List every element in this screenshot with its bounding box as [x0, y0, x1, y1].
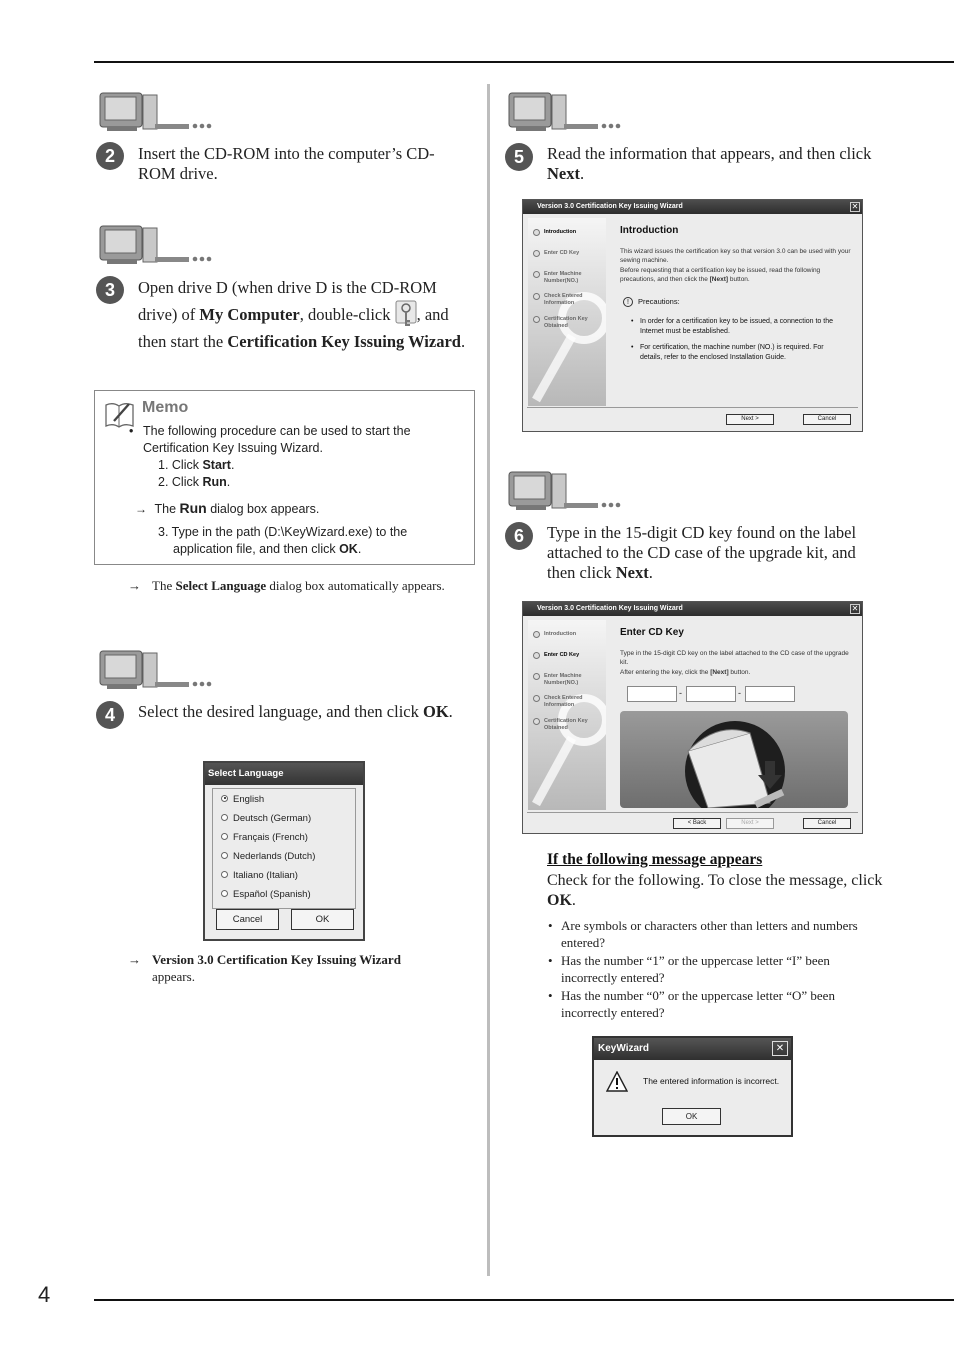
wizard-titlebar: Version 3.0 Certification Key Issuing Wizard ✕ — [523, 602, 862, 616]
memo-content — [143, 423, 463, 491]
wizard-cdkey-p2: After entering the key, click the [Next] button. — [620, 669, 751, 676]
language-option[interactable] — [221, 790, 315, 809]
close-icon[interactable]: ✕ — [851, 202, 859, 211]
language-option[interactable] — [221, 847, 315, 866]
cancel-button[interactable]: Cancel — [803, 818, 851, 829]
radio-button[interactable] — [221, 890, 228, 897]
cd-key-dash: - — [738, 688, 741, 698]
step-6-text: Type in the 15-digit CD key found on the label attached to the CD case of the upgrade kit, and then click Next. — [547, 523, 857, 582]
wizard-step-panel — [528, 218, 606, 406]
wizard-heading: Enter CD Key — [620, 627, 684, 638]
step-bullet-icon — [533, 695, 540, 702]
radio-button[interactable] — [221, 871, 228, 878]
wizard-cdkey-window — [522, 601, 863, 834]
cd-key-field-3[interactable] — [745, 686, 795, 702]
step-number-6: 6 — [505, 522, 533, 550]
back-button[interactable]: < Back — [673, 818, 721, 829]
language-option-label: Deutsch (German) — [233, 813, 312, 824]
wizard-appears-note: → Version 3.0 Certification Key Issuing Wizard appears. — [128, 952, 401, 984]
keywizard-titlebar: KeyWizard ✕ — [594, 1038, 791, 1060]
message-heading: If the following message appears — [547, 851, 763, 868]
key-graphic — [528, 218, 606, 406]
cancel-button[interactable]: Cancel — [803, 414, 851, 425]
warning-icon: ! — [623, 297, 633, 307]
step-number-2: 2 — [96, 142, 124, 170]
arrow-icon: → — [128, 578, 141, 593]
key-wizard-icon — [395, 300, 417, 330]
language-option-label: Nederlands (Dutch) — [233, 851, 316, 862]
wizard-step-label: Enter Machine Number(NO.) — [544, 673, 582, 686]
precaution-1: • In order for a certification key to be issued, a connection to the Internet must be established. — [631, 318, 833, 335]
message-text: Check for the following. To close the message, click OK. — [547, 872, 883, 909]
wizard-divider — [527, 812, 858, 813]
message-bullet: • Has the number “1” or the uppercase letter “I” been incorrectly entered? — [547, 952, 887, 986]
wizard-step-label: Check Entered Information — [544, 293, 583, 306]
radio-button[interactable] — [221, 795, 228, 802]
wizard-step-label: Enter Machine Number(NO.) — [544, 271, 582, 284]
step-bullet-icon — [533, 229, 540, 236]
wizard-step-item — [533, 293, 600, 307]
step-number-4: 4 — [96, 701, 124, 729]
wizard-step-item — [533, 316, 600, 330]
precautions-header: ! Precautions: — [623, 297, 680, 307]
wizard-step-label: Introduction — [544, 631, 577, 637]
wizard-step-item — [533, 718, 600, 732]
keywizard-dialog — [592, 1036, 793, 1137]
wizard-step-panel — [528, 620, 606, 810]
next-button[interactable]: Next > — [726, 818, 774, 829]
warning-icon — [606, 1071, 628, 1093]
wizard-step-item — [533, 229, 600, 236]
wizard-cdkey-p1: Type in the 15-digit CD key on the label attached to the CD case of the upgrade kit. — [620, 650, 849, 666]
step-bullet-icon — [533, 250, 540, 257]
language-option-label: English — [233, 794, 265, 805]
wizard-step-item — [533, 250, 600, 257]
wizard-intro-p2: Before requesting that a certification key be issued, read the following precautions, and then click the [Next] button. — [620, 267, 821, 283]
memo-item-3: 3. Type in the path (D:\KeyWizard.exe) to the application file, and then click OK. — [158, 525, 408, 556]
message-bullets — [547, 917, 887, 1022]
step-number-5: 5 — [505, 143, 533, 171]
language-option-label: Français (French) — [233, 832, 308, 843]
wizard-step-label: Certification Key Obtained — [544, 316, 588, 329]
select-language-title: Select Language — [205, 763, 363, 785]
computer-icon — [99, 92, 215, 132]
memo-title: Memo — [142, 399, 189, 416]
wizard-step-label: Enter CD Key — [544, 652, 580, 658]
wizard-step-item — [533, 652, 600, 659]
wizard-step-item — [533, 631, 600, 638]
memo-bullet: • The following procedure can be used to start the Certification Key Issuing Wizard. — [128, 423, 463, 457]
memo-box — [94, 390, 475, 565]
computer-icon — [508, 92, 624, 132]
cd-key-field-1[interactable] — [627, 686, 677, 702]
message-bullet: • Are symbols or characters other than letters and numbers entered? — [547, 917, 887, 951]
wizard-divider — [527, 407, 858, 408]
step-2-text: Insert the CD-ROM into the computer’s CD-ROM drive. — [138, 144, 435, 183]
step-5-text: Read the information that appears, and then click Next. — [547, 144, 872, 183]
wizard-step-item — [533, 695, 600, 709]
column-divider — [487, 84, 490, 1276]
step-bullet-icon — [533, 271, 540, 278]
select-language-note: → The Select Language dialog box automatically appears. — [128, 578, 445, 593]
computer-icon — [99, 225, 215, 265]
language-option[interactable] — [221, 885, 315, 904]
language-option-label: Italiano (Italian) — [233, 870, 298, 881]
radio-button[interactable] — [221, 833, 228, 840]
cancel-button[interactable]: Cancel — [216, 909, 279, 930]
step-bullet-icon — [533, 631, 540, 638]
language-option[interactable] — [221, 828, 315, 847]
language-option[interactable] — [221, 866, 315, 885]
memo-item-1: 1. Click Start. — [158, 458, 235, 472]
language-option[interactable] — [221, 809, 315, 828]
wizard-heading: Introduction — [620, 225, 679, 236]
wizard-step-label: Certification Key Obtained — [544, 718, 588, 731]
ok-button[interactable]: OK — [291, 909, 354, 930]
wizard-step-label: Enter CD Key — [544, 250, 580, 256]
arrow-icon: → — [128, 952, 141, 967]
message-bullet: • Has the number “0” or the uppercase letter “O” been incorrectly entered? — [547, 987, 887, 1021]
close-icon[interactable]: ✕ — [851, 604, 859, 613]
memo-item-2: 2. Click Run. — [158, 475, 231, 489]
step-bullet-icon — [533, 673, 540, 680]
computer-icon — [99, 650, 215, 690]
key-graphic — [528, 620, 606, 810]
next-button[interactable]: Next > — [726, 414, 774, 425]
close-icon[interactable]: ✕ — [772, 1041, 788, 1056]
wizard-step-label: Introduction — [544, 229, 577, 235]
radio-button[interactable] — [221, 852, 228, 859]
top-rule — [94, 61, 954, 63]
keywizard-message: The entered information is incorrect. — [643, 1076, 780, 1086]
step-3-text: Open drive D (when drive D is the CD-ROM drive) of My Computer, double-click , and then start the Certification Key Issuing Wizard. — [138, 278, 466, 351]
select-language-dialog — [203, 761, 365, 941]
wizard-step-item — [533, 673, 600, 687]
bottom-rule — [94, 1299, 954, 1301]
wizard-intro-p1: This wizard issues the certification key so that version 3.0 can be used with your sewing machine. — [620, 248, 851, 264]
radio-button[interactable] — [221, 814, 228, 821]
ok-button[interactable]: OK — [662, 1108, 721, 1125]
wizard-step-item — [533, 271, 600, 285]
language-options — [221, 790, 315, 904]
computer-icon — [508, 471, 624, 511]
step-bullet-icon — [533, 293, 540, 300]
page-number: 4 — [38, 1282, 51, 1307]
cd-key-dash: - — [679, 688, 682, 698]
arrow-icon: → — [135, 502, 147, 516]
precaution-2: • For certification, the machine number (NO.) is required. For details, refer to the enclosed Installation Guide. — [631, 344, 824, 361]
wizard-step-label: Check Entered Information — [544, 695, 583, 708]
cd-key-field-2[interactable] — [686, 686, 736, 702]
wizard-intro-window — [522, 199, 863, 432]
step-bullet-icon — [533, 718, 540, 725]
step-number-3: 3 — [96, 276, 124, 304]
step-bullet-icon — [533, 316, 540, 323]
step-4-text: Select the desired language, and then click OK. — [138, 702, 453, 721]
step-bullet-icon — [533, 652, 540, 659]
cd-case-illustration — [620, 711, 848, 808]
language-option-label: Español (Spanish) — [233, 889, 311, 900]
memo-arrow-note: → The Run dialog box appears. — [135, 500, 320, 516]
wizard-titlebar: Version 3.0 Certification Key Issuing Wizard ✕ — [523, 200, 862, 214]
